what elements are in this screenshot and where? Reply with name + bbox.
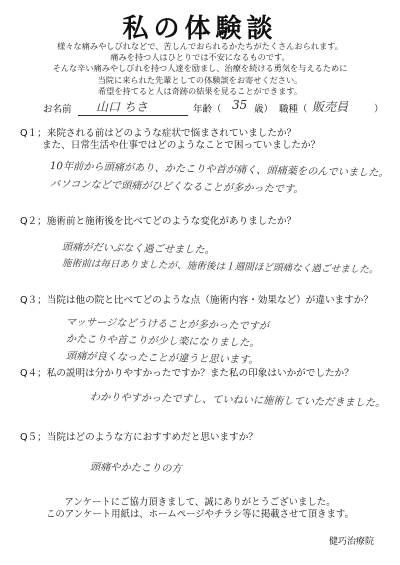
intro-text: [0, 41, 400, 97]
intro-line: 様々な痛みやしびれなどで、苦しんでおられるかたちがたくさんおられます。: [57, 41, 343, 51]
question-1: [20, 128, 320, 152]
answer-2-line-1: 頭痛がだいぶなく過ごせました。: [61, 242, 215, 257]
age-unit: 歳）: [254, 104, 274, 115]
intro-line: 希望を持てると人は奇跡の結果を見ることができます。: [97, 85, 303, 96]
closing-line: このアンケート用紙は、ホームページやチラシ等に掲載させて頂きます。: [46, 509, 354, 521]
question-text: Q３；当院は他の院と比べてどのような点（施術内容・効果など）が違いますか？: [20, 295, 373, 306]
job-close: ）: [374, 104, 384, 115]
intro-line: そんな辛い痛みやしびれを持つ人達を励まし、治療を続ける勇気を与えるために: [52, 63, 348, 74]
question-text: Q４；私の説明は分かりやすかったですか？また私の印象はいかがでしたか？: [20, 368, 354, 379]
clinic-name: 健巧治療院: [328, 537, 374, 547]
name-label: お名前: [43, 104, 72, 115]
page-title: 私の体験談: [122, 14, 278, 44]
answer-2-line-2: 施術前は毎日ありましたが、施術後は１週間ほど頭痛なく過ごせました。: [61, 258, 379, 276]
closing-text: [0, 497, 400, 522]
respondent-info: [0, 98, 400, 121]
name-value: 山口 ちさ: [96, 100, 148, 114]
answer-3-line-2: かたこりや首こりが少し楽になりました。: [65, 334, 260, 350]
job-label: 職種（: [279, 104, 308, 115]
question-text: Q１；来院される前はどのような症状で悩まされていましたか？: [20, 128, 297, 139]
question-4: [20, 368, 354, 380]
name-underline: [78, 115, 188, 116]
intro-line: 当院に来られた先輩としての体験談をお寄せください。: [97, 74, 303, 85]
answer-5-line-1: 頭痛やかたこりの方: [89, 462, 182, 475]
closing-line: アンケートにご協力頂きまして、誠にありがとうございました。: [64, 497, 336, 508]
question-3: [20, 295, 373, 307]
question-2: [20, 216, 296, 228]
question-text: Q２；施術前と施術後を比べてどのような変化がありましたか？: [20, 216, 297, 227]
answer-4-line-1: わかりやすかったですし、ていねいに施術していただきました。: [89, 392, 386, 410]
answer-1-line-2: パソコンなどで頭痛がひどくなることが多かったです。: [49, 179, 304, 196]
intro-line: 痛みを持つ人はひとりでは不安になるものです。: [110, 52, 290, 63]
answer-3-line-1: マッサージなどうけることが多かったですが: [65, 317, 270, 333]
answer-3-line-3: 頭痛が良くなったことが違うと思います。: [65, 351, 259, 367]
answer-1-line-1: 10年前から頭痛があり、かたこりや首が痛く、頭痛薬をのんでいました。: [49, 161, 389, 180]
age-label: 年齢（: [193, 104, 222, 115]
job-value: 販売員: [312, 100, 349, 114]
question-5: [20, 432, 258, 444]
question-text: Q５；当院はどのような方におすすめだと思いますか？: [20, 432, 258, 443]
question-subtext: また、日常生活や仕事ではどのようなことで困っていましたか？: [42, 140, 321, 151]
age-value: 35: [232, 98, 248, 112]
